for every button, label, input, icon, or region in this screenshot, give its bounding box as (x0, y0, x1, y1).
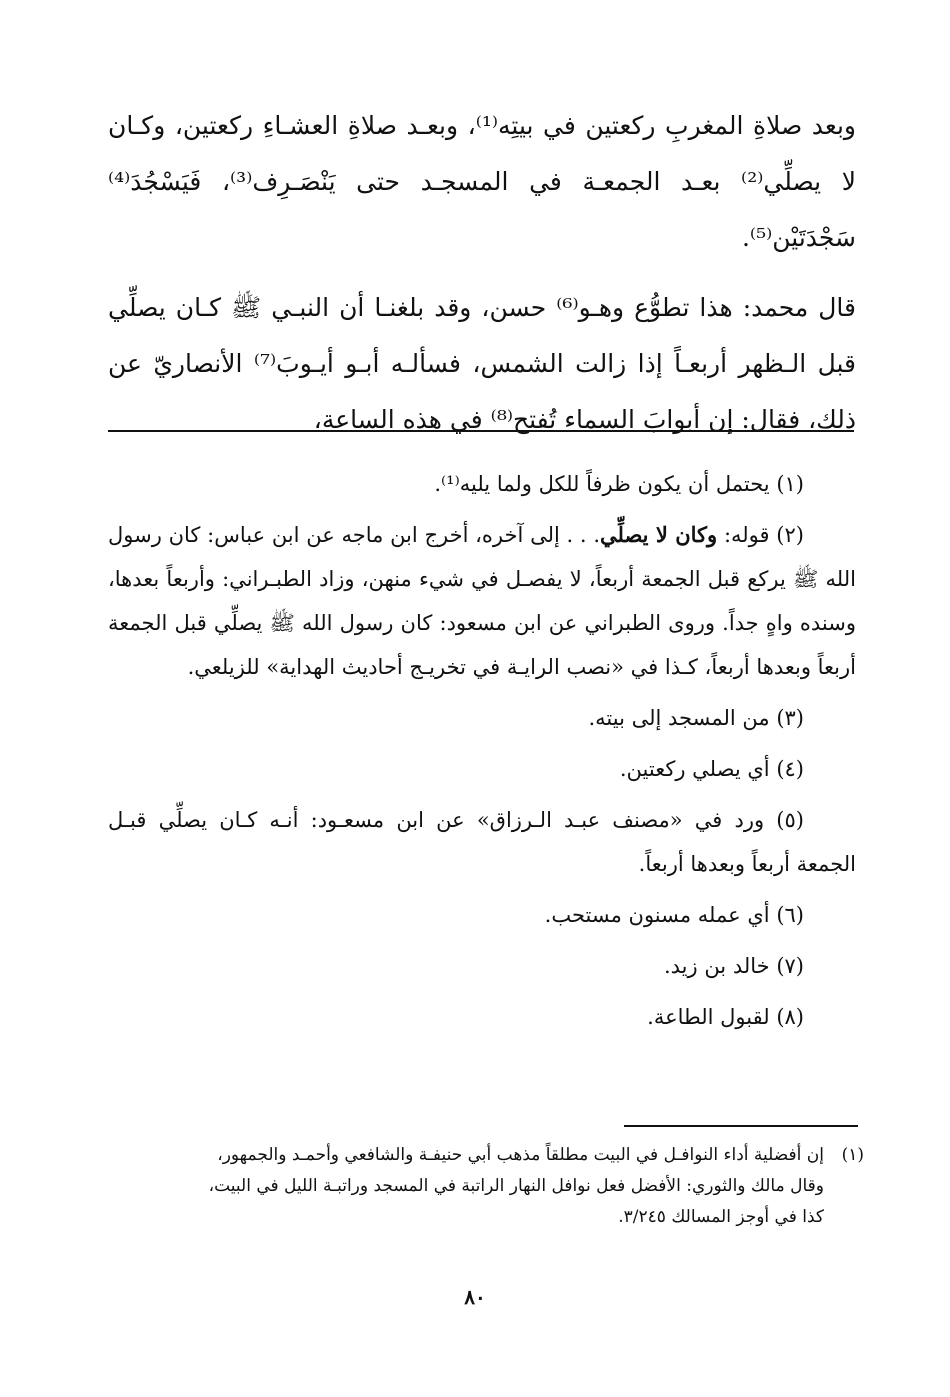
note-5: (٥) ورد في «مصنف عبـد الـرزاق» عن ابن مسعـود: أنـه كـان يصلِّي قبـل الجمعة أربعاً وبعدها أربعاً. (108, 808, 856, 876)
main-text (108, 98, 856, 448)
note-2: (٢) قوله: وكان لا يصلِّي. . . إلى آخره، أخرج ابن ماجه عن ابن عباس: كان رسول الله ﷺ يركع قبل الجمعة أربعاً، لا يفصـل في شيء منهن، وزاد الطبـراني: وأربعاً بعدها، وسنده واهٍ جداً. وروى الطبراني عن ابن مسعود: كان رسول الله ﷺ يصلِّي قبل الجمعة أربعاً وبعدها أربعاً، كـذا في «نصب الرايـة في تخريـج أحاديث الهداية» للزيلعي. (108, 522, 856, 679)
note-7: (٧) خالد بن زيد. (663, 954, 804, 978)
note-1: (١) يحتمل أن يكون ظرفاً للكل ولما يليه⁽¹⁾. (434, 472, 804, 496)
footnote-divider (624, 1125, 858, 1127)
page-number: ٨٠ (464, 1285, 486, 1309)
note-8: (٨) لقبول الطاعة. (647, 1005, 804, 1029)
footnote-line-1: (١)إن أفضلية أداء النوافـل في البيت مطلقاً مذهب أبي حنيفـة والشافعي وأحمـد والجمهور، (217, 1145, 864, 1165)
note-6: (٦) أي عمله مسنون مستحب. (544, 903, 804, 927)
main-divider (108, 430, 854, 432)
note-4: (٤) أي يصلي ركعتين. (619, 757, 804, 781)
commentary-notes (108, 462, 856, 1046)
note-3: (٣) من المسجد إلى بيته. (588, 706, 804, 730)
footnote (112, 1140, 864, 1233)
footnote-line-3: كذا في أوجز المسالك ٣/٢٤٥. (618, 1207, 824, 1227)
main-paragraph-1: وبعد صلاةِ المغربِ ركعتين في بيتِه⁽¹⁾، وبعـد صلاةِ العشـاءِ ركعتين، وكـان لا يصلِّي⁽²⁾ بعـد الجمعـة في المسجـد حتى يَنْصَـرِف⁽³⁾، فَيَسْجُدَ⁽⁴⁾ سَجْدَتَيْن⁽⁵⁾. (108, 111, 856, 252)
footnote-line-2: وقال مالك والثوري: الأفضل فعل نوافل النهار الراتبة في المسجد وراتبـة الليل في البيت، (208, 1176, 824, 1196)
main-paragraph-2: قال محمد: هذا تطوُّع وهـو⁽⁶⁾ حسن، وقد بلغنـا أن النبـي ﷺ كـان يصلِّي قبل الـظهر أربعـاً إذا زالت الشمس، فسألـه أبـو أيـوبَ⁽⁷⁾ الأنصاريّ عن ذلك، فقال: إن أبوابَ السماء تُفتح⁽⁸⁾ في هذه الساعة، (108, 293, 856, 434)
